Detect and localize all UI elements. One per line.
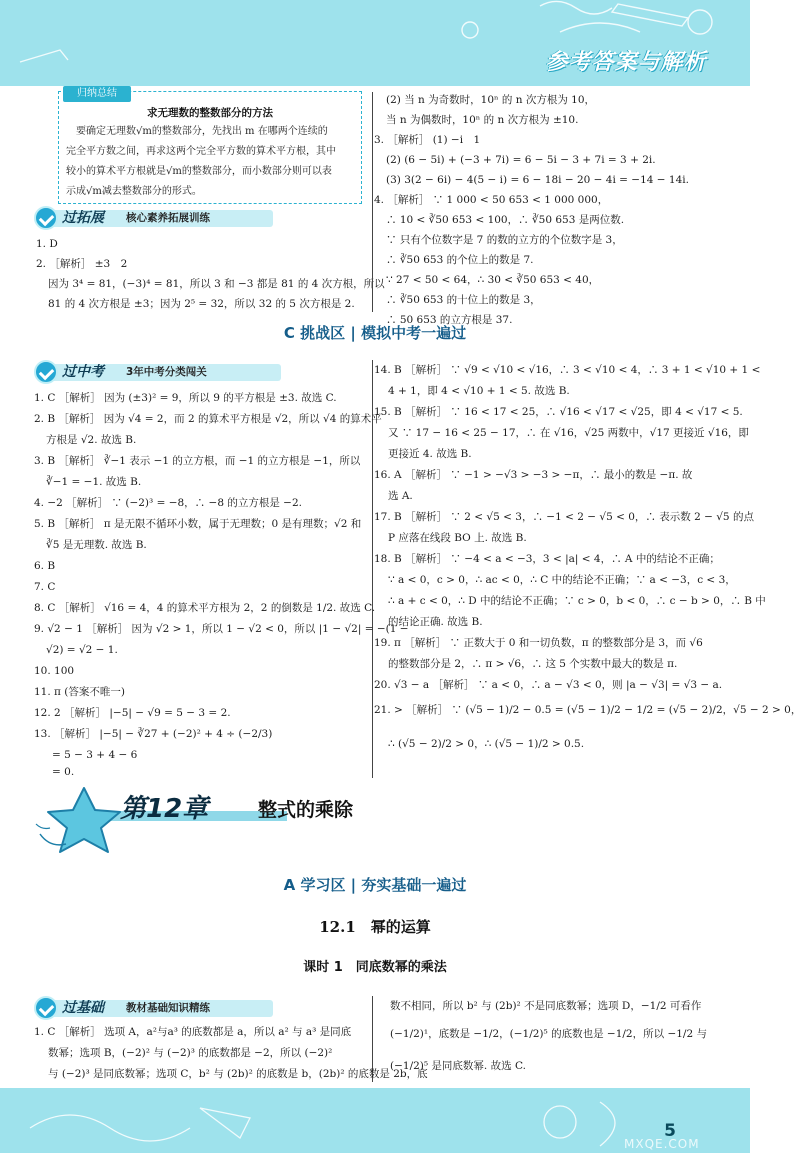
- answer-line: ∴ (√5 − 2)/2 > 0，∴ (√5 − 1)/2 > 0.5.: [388, 738, 585, 750]
- section-tuozhan: [34, 206, 274, 230]
- answer-line: 1. D: [36, 238, 58, 250]
- answer-line: 9. √2 − 1 ［解析］ 因为 √2 > 1，所以 1 − √2 < 0，所以 |1 − √2| = −(1 −: [34, 623, 409, 635]
- answer-line: 又 ∵ 17 − 16 < 25 − 17，∴ 在 √16，√25 两数中，√17 更接近 √16，即: [388, 427, 749, 439]
- answer-line: 2. B ［解析］ 因为 √4 = 2，而 2 的算术平方根是 √2，所以 √4 的算术平: [34, 413, 382, 425]
- answer-line: = 5 − 3 + 4 − 6: [52, 749, 138, 761]
- answer-line: (−1/2)¹，底数是 −1/2，(−1/2)⁵ 的底数也是 −1/2，所以 −1/2 与: [390, 1028, 707, 1040]
- answer-line: 6. B: [34, 560, 56, 572]
- answer-line: 1. C ［解析］ 选项 A，a²与a³ 的底数都是 a，所以 a² 与 a³ 是同底: [34, 1026, 352, 1038]
- answer-line: (2) 当 n 为奇数时，10ⁿ 的 n 次方根为 10，: [386, 94, 596, 106]
- answer-line: 2. ［解析］ ±3 2: [36, 258, 128, 270]
- check-circle-icon: [34, 360, 58, 384]
- answer-line: 的结论正确. 故选 B.: [388, 616, 483, 628]
- column-divider: [372, 92, 373, 312]
- answer-line: 12. 2 ［解析］ |−5| − √9 = 5 − 3 = 2.: [34, 707, 231, 719]
- answer-line: 与 (−2)³ 是同底数幂；选项 C，b² 与 (2b)² 的底数是 b，(2b)² 的底数是 2b，底: [48, 1068, 428, 1080]
- summary-line: 要确定无理数√m的整数部分，先找出 m 在哪两个连续的: [76, 126, 328, 137]
- answer-line: 19. π ［解析］ ∵ 正数大于 0 和一切负数，π 的整数部分是 3，而 √6: [374, 637, 703, 649]
- answer-line: ∴ ∛50 653 的十位上的数是 3，: [386, 294, 541, 306]
- section-zhongkao: [34, 360, 284, 384]
- summary-line: 示成√m减去整数部分的形式。: [66, 186, 202, 197]
- check-circle-icon: [34, 206, 58, 230]
- chapter-title: 整式的乘除: [258, 799, 354, 821]
- summary-line: 较小的算术平方根就是√m的整数部分，而小数部分则可以表: [66, 166, 332, 177]
- answer-line: 15. B ［解析］ ∵ 16 < 17 < 25，∴ √16 < √17 < √25，即 4 < √17 < 5.: [374, 406, 743, 418]
- answer-line: 1. C ［解析］ 因为 (±3)² = 9，所以 9 的平方根是 ±3. 故选 C.: [34, 392, 337, 404]
- answer-line: 选 A.: [388, 490, 413, 502]
- answer-line: 13. ［解析］ |−5| − ∛27 + (−2)² + 4 ÷ (−2/3): [34, 728, 273, 740]
- answer-line: 4 + 1，即 4 < √10 + 1 < 5. 故选 B.: [388, 385, 570, 397]
- chapter-number: 第12章: [120, 794, 209, 824]
- answer-line: √2) = √2 − 1.: [46, 644, 118, 656]
- chapter-banner: [32, 784, 432, 856]
- answer-line: ∵ 27 < 50 < 64，∴ 30 < ∛50 653 < 40，: [386, 274, 600, 286]
- answer-line: 数幂；选项 B，(−2)² 与 (−2)³ 的底数都是 −2，所以 (−2)²: [48, 1047, 333, 1059]
- section-name: 过基础: [62, 1000, 104, 1016]
- answer-line: 4. ［解析］ ∵ 1 000 < 50 653 < 1 000 000，: [374, 194, 609, 206]
- answer-line: ∴ ∛50 653 的个位上的数是 7.: [386, 254, 534, 266]
- section-jichu: [34, 996, 274, 1020]
- answer-line: (3) 3(2 − 6i) − 4(5 − i) = 6 − 18i − 20 − 4i = −14 − 14i.: [386, 174, 689, 186]
- answer-line: 因为 3⁴ = 81，(−3)⁴ = 81，所以 3 和 −3 都是 81 的 4 次方根，所以: [48, 278, 385, 290]
- section-subtitle: 核心素养拓展训练: [126, 212, 210, 224]
- answer-line: (2) (6 − 5i) + (−3 + 7i) = 6 − 5i − 3 + 7i = 3 + 2i.: [386, 154, 656, 166]
- answer-line: 5. B ［解析］ π 是无限不循环小数，属于无理数；0 是有理数；√2 和: [34, 518, 362, 530]
- answer-line: P 应落在线段 BO 上. 故选 B.: [388, 532, 527, 544]
- answer-line: 20. √3 − a ［解析］ ∵ a < 0，∴ a − √3 < 0，则 |a − √3| = √3 − a.: [374, 679, 723, 691]
- answer-line: (−1/2)⁵ 是同底数幂. 故选 C.: [390, 1060, 526, 1072]
- watermark: MXQE.COM: [624, 1137, 700, 1151]
- summary-line: 完全平方数之间，再求这两个完全平方数的算术平方根，其中: [66, 146, 336, 157]
- zone-c-title: C 挑战区 | 模拟中考一遍过: [283, 324, 467, 342]
- answer-line: 17. B ［解析］ ∵ 2 < √5 < 3，∴ −1 < 2 − √5 < 0，∴ 表示数 2 − √5 的点: [374, 511, 754, 523]
- answer-line: 4. −2 ［解析］ ∵ (−2)³ = −8，∴ −8 的立方根是 −2.: [34, 497, 302, 509]
- answer-line: ∴ 10 < ∛50 653 < 100，∴ ∛50 653 是两位数.: [386, 214, 625, 226]
- answer-line: = 0.: [52, 766, 75, 778]
- section-name: 过拓展: [62, 210, 104, 226]
- section-name: 过中考: [62, 364, 104, 380]
- header-band: [0, 0, 750, 86]
- answer-line: 16. A ［解析］ ∵ −1 > −√3 > −3 > −π，∴ 最小的数是 −π. 故: [374, 469, 693, 481]
- answer-line: 8. C ［解析］ √16 = 4，4 的算术平方根为 2，2 的倒数是 1/2. 故选 C.: [34, 602, 376, 614]
- answer-line: ∛−1 = −1. 故选 B.: [46, 476, 142, 488]
- page-number: 5: [664, 1121, 676, 1141]
- answer-line: 3. B ［解析］ ∛−1 表示 −1 的立方根，而 −1 的立方根是 −1，所以: [34, 455, 361, 467]
- answer-line: 81 的 4 次方根是 ±3；因为 2⁵ = 32，所以 32 的 5 次方根是 2.: [48, 298, 355, 310]
- answer-line: 7. C: [34, 581, 56, 593]
- summary-heading: 求无理数的整数部分的方法: [147, 107, 273, 119]
- answer-line: ∴ a + c < 0，∴ D 中的结论不正确；∵ c > 0，b < 0，∴ c − b > 0，∴ B 中: [388, 595, 766, 607]
- answer-line: ∵ a < 0，c > 0，∴ ac < 0，∴ C 中的结论不正确；∵ a < −3，c < 3，: [388, 574, 736, 586]
- answer-line: 18. B ［解析］ ∵ −4 < a < −3，3 < |a| < 4，∴ A 中的结论不正确；: [374, 553, 720, 565]
- answer-line: 21. > ［解析］ ∵ (√5 − 1)/2 − 0.5 = (√5 − 1)/2 − 1/2 = (√5 − 2)/2，√5 − 2 > 0，: [374, 704, 801, 716]
- section-title: 12.1 幂的运算: [319, 918, 431, 936]
- lesson-title: 课时 1 同底数幂的乘法: [303, 960, 447, 975]
- answer-line: 14. B ［解析］ ∵ √9 < √10 < √16，∴ 3 < √10 < 4，∴ 3 + 1 < √10 + 1 <: [374, 364, 761, 376]
- answer-line: ∵ 只有个位数字是 7 的数的立方的个位数字是 3，: [386, 234, 623, 246]
- section-subtitle: 教材基础知识精练: [126, 1002, 210, 1014]
- section-subtitle: 3年中考分类闯关: [126, 366, 207, 378]
- answer-line: 11. π (答案不唯一): [34, 686, 125, 698]
- summary-tag: 归纳总结: [63, 86, 131, 102]
- header-title: 参考答案与解析: [545, 50, 707, 75]
- answer-line: 10. 100: [34, 665, 75, 677]
- answer-line: ∛5 是无理数. 故选 B.: [46, 539, 147, 551]
- answer-line: 数不相同，所以 b² 与 (2b)² 不是同底数幂；选项 D，−1/2 可看作: [390, 1000, 702, 1012]
- check-circle-icon: [34, 996, 58, 1020]
- answer-line: 3. ［解析］ (1) −i 1: [374, 134, 481, 146]
- answer-line: 方根是 √2. 故选 B.: [46, 434, 137, 446]
- answer-line: ∴ 50 653 的立方根是 37.: [386, 314, 513, 326]
- zone-a-title: A 学习区 | 夯实基础一遍过: [283, 876, 467, 894]
- answer-line: 当 n 为偶数时，10ⁿ 的 n 次方根为 ±10.: [386, 114, 579, 126]
- answer-line: 更接近 4. 故选 B.: [388, 448, 472, 460]
- answer-line: 的整数部分是 2，∴ π > √6，∴ 这 5 个实数中最大的数是 π.: [388, 658, 678, 670]
